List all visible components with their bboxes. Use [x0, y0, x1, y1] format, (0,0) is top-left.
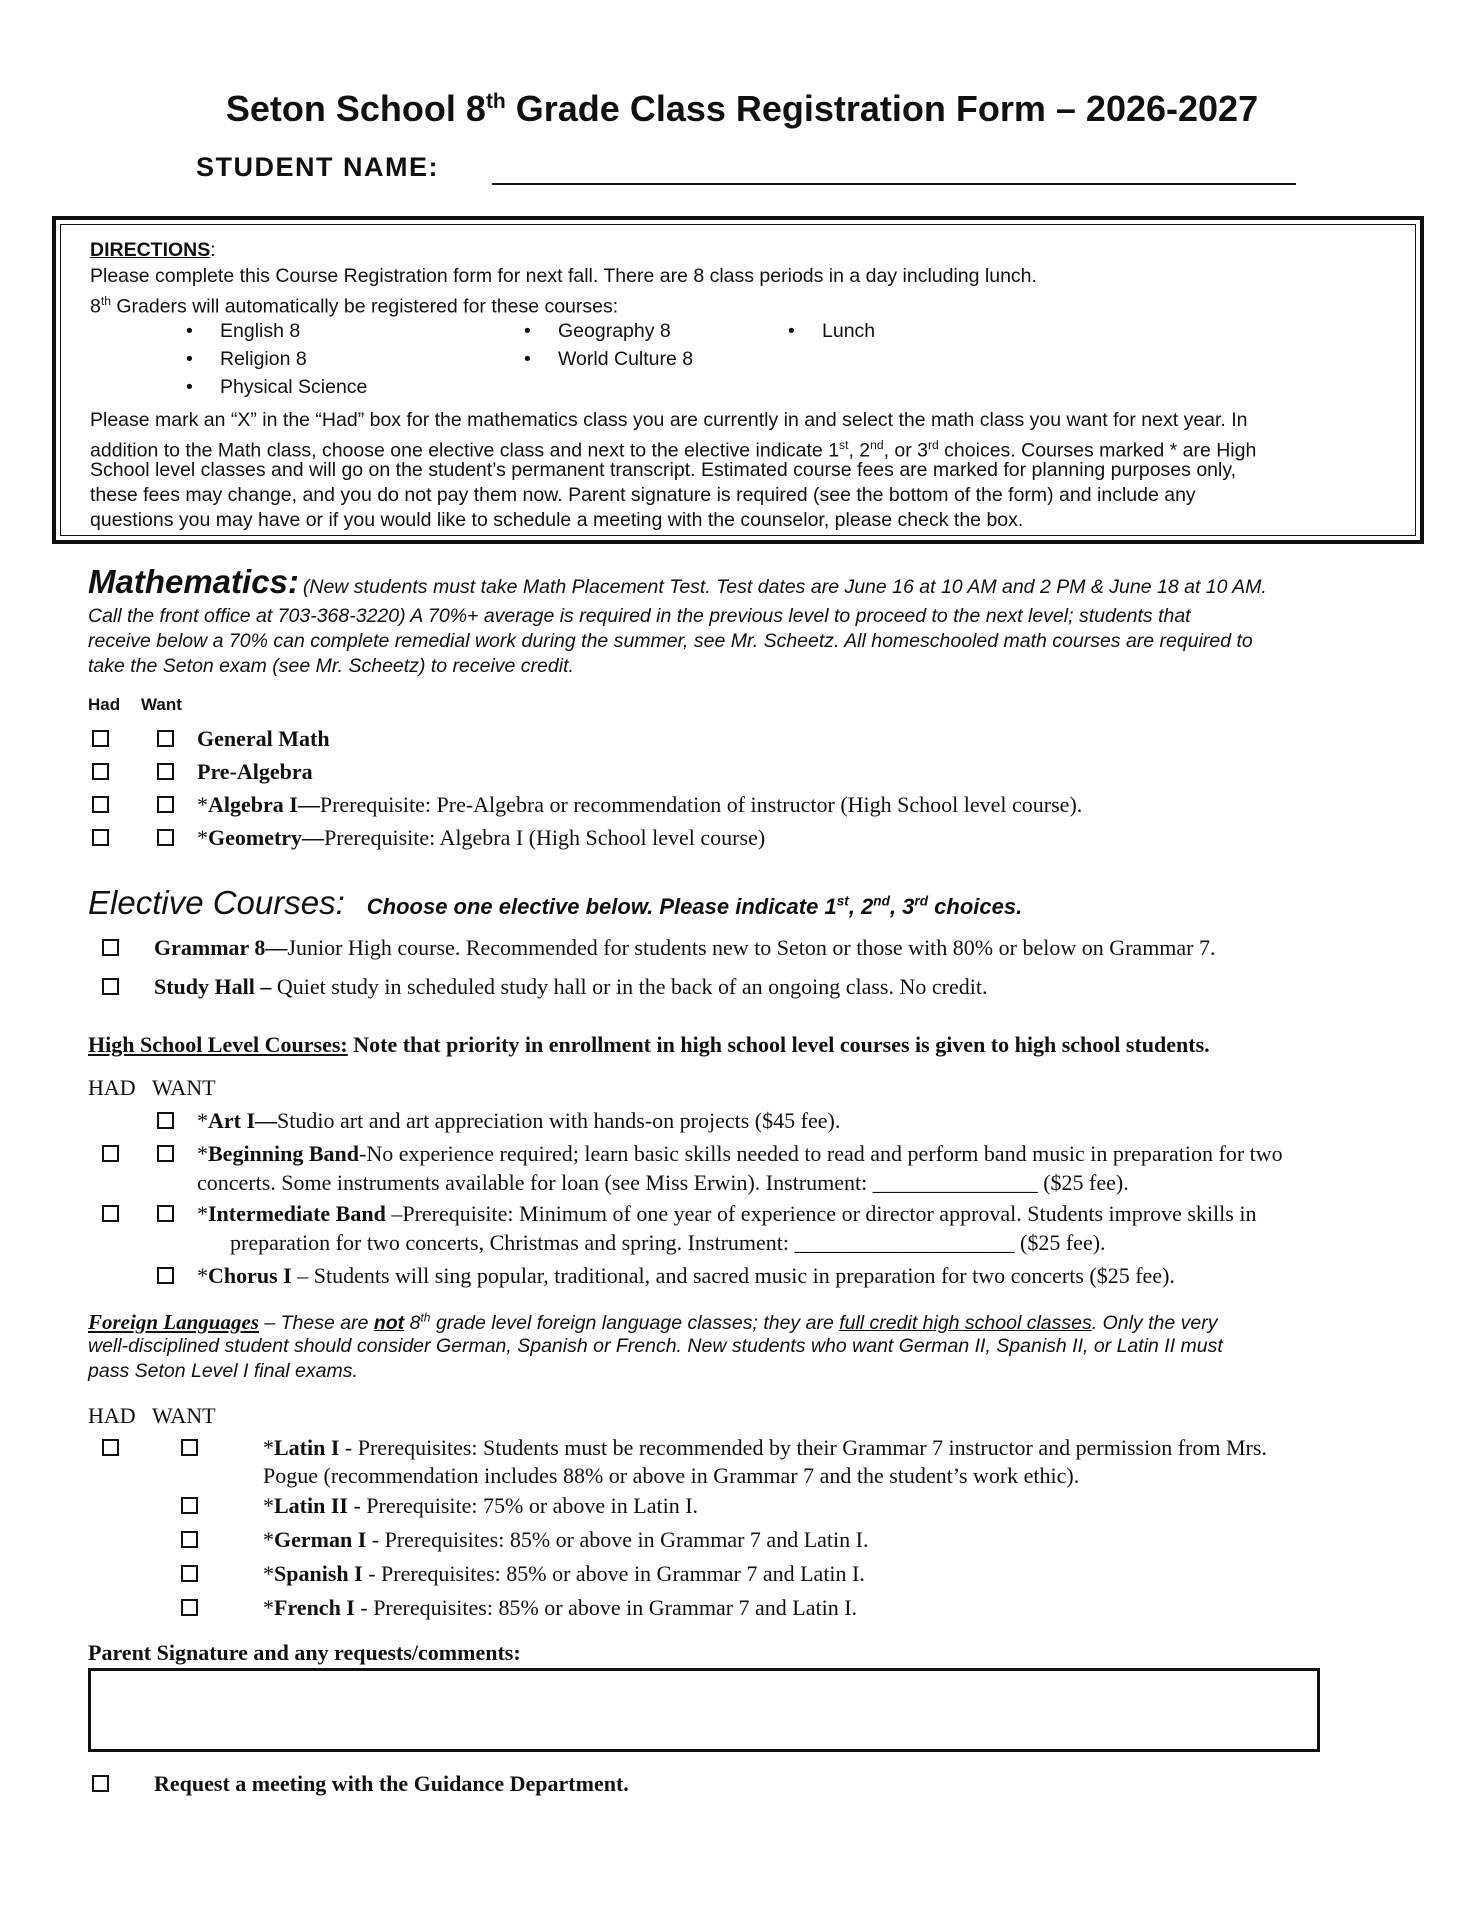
course-study-hall: Study Hall – Quiet study in scheduled study hall or in the back of an ongoing class. No credit.: [154, 974, 988, 999]
want-checkbox[interactable]: [157, 1112, 174, 1129]
had-checkbox[interactable]: [102, 1439, 119, 1456]
auto-course-item: • World Culture 8: [558, 348, 693, 371]
want-checkbox[interactable]: [157, 796, 174, 813]
auto-course-item: • Geography 8: [558, 320, 671, 343]
course-general-math: General Math: [197, 726, 330, 751]
want-checkbox[interactable]: [181, 1531, 198, 1548]
want-checkbox[interactable]: [157, 1267, 174, 1284]
course-german-1: *German I - Prerequisites: 85% or above in Grammar 7 and Latin I.: [263, 1527, 869, 1552]
course-latin-1-cont: Pogue (recommendation includes 88% or above in Grammar 7 and the student’s work ethic).: [263, 1463, 1080, 1488]
course-chorus-1: *Chorus I – Students will sing popular, traditional, and sacred music in preparation for two concerts ($25 fee).: [197, 1263, 1175, 1288]
course-intermediate-band: *Intermediate Band –Prerequisite: Minimum of one year of experience or director approval. Students improve skills in: [197, 1201, 1257, 1226]
course-beginning-band-cont: concerts. Some instruments available for loan (see Miss Erwin). Instrument: _______________ ($25 fee).: [197, 1170, 1129, 1195]
form-title: Seton School 8th Grade Class Registration Form – 2026-2027: [225, 88, 1259, 129]
course-geometry: *Geometry—Prerequisite: Algebra I (High School level course): [197, 825, 766, 850]
elective-checkbox[interactable]: [102, 939, 119, 956]
course-art-1: *Art I—Studio art and art appreciation with hands-on projects ($45 fee).: [197, 1108, 841, 1133]
signature-field[interactable]: [88, 1668, 1320, 1752]
col-want-label: WANT: [152, 1075, 216, 1100]
math-note: take the Seton exam (see Mr. Scheetz) to receive credit.: [88, 655, 574, 677]
directions-line: School level classes and will go on the student’s permanent transcript. Estimated course fees are marked for planning purposes only,: [90, 459, 1237, 481]
fl-note: pass Seton Level I final exams.: [88, 1360, 358, 1382]
directions-heading: DIRECTIONS:: [90, 239, 216, 261]
student-name-field[interactable]: [492, 183, 1296, 185]
meeting-label: Request a meeting with the Guidance Department.: [154, 1771, 629, 1796]
electives-header: Elective Courses: Choose one elective below. Please indicate 1st, 2nd, 3rd choices.: [88, 884, 1023, 921]
want-checkbox[interactable]: [181, 1565, 198, 1582]
meeting-checkbox[interactable]: [92, 1775, 109, 1792]
want-checkbox[interactable]: [157, 1145, 174, 1162]
course-latin-2: *Latin II - Prerequisite: 75% or above in Latin I.: [263, 1493, 699, 1518]
directions-line: 8th Graders will automatically be registered for these courses:: [90, 294, 619, 318]
col-had-label: Had: [88, 695, 121, 714]
course-latin-1: *Latin I - Prerequisites: Students must be recommended by their Grammar 7 instructor and permission from Mrs.: [263, 1435, 1267, 1460]
elective-checkbox[interactable]: [102, 978, 119, 995]
want-checkbox[interactable]: [157, 730, 174, 747]
col-want-label: Want: [141, 695, 182, 714]
hs-header: High School Level Courses: Note that priority in enrollment in high school level courses is given to high school students.: [88, 1032, 1210, 1057]
directions-line: these fees may change, and you do not pay them now. Parent signature is required (see the bottom of the form) and include any: [90, 484, 1196, 506]
student-name-label: STUDENT NAME:: [196, 152, 439, 182]
directions-line: Please mark an “X” in the “Had” box for the mathematics class you are currently in and select the math class you want for next year. In: [90, 409, 1248, 431]
want-checkbox[interactable]: [181, 1439, 198, 1456]
fl-header: Foreign Languages – These are not 8th grade level foreign language classes; they are full credit high school classes. Only the very: [88, 1310, 1218, 1334]
course-pre-algebra: Pre-Algebra: [197, 759, 313, 784]
directions-box: [52, 216, 1424, 544]
course-spanish-1: *Spanish I - Prerequisites: 85% or above in Grammar 7 and Latin I.: [263, 1561, 865, 1586]
col-had-label: HAD: [88, 1403, 136, 1428]
had-checkbox[interactable]: [92, 730, 109, 747]
had-checkbox[interactable]: [92, 829, 109, 846]
math-note: receive below a 70% can complete remedial work during the summer, see Mr. Scheetz. All homeschooled math courses are required to: [88, 630, 1253, 652]
want-checkbox[interactable]: [157, 763, 174, 780]
auto-course-item: • Physical Science: [220, 376, 367, 399]
auto-course-item: • Lunch: [822, 320, 875, 343]
want-checkbox[interactable]: [157, 829, 174, 846]
course-algebra-1: *Algebra I—Prerequisite: Pre-Algebra or recommendation of instructor (High School level course).: [197, 792, 1083, 817]
course-grammar-8: Grammar 8—Junior High course. Recommended for students new to Seton or those with 80% or below on Grammar 7.: [154, 935, 1216, 960]
course-beginning-band: *Beginning Band-No experience required; learn basic skills needed to read and perform band music in preparation for two: [197, 1141, 1283, 1166]
auto-course-item: • English 8: [220, 320, 300, 343]
fl-note: well-disciplined student should consider German, Spanish or French. New students who want German II, Spanish II, or Latin II must: [88, 1335, 1223, 1357]
signature-label: Parent Signature and any requests/comments:: [88, 1640, 521, 1665]
math-note: Call the front office at 703-368-3220) A 70%+ average is required in the previous level to proceed to the next level; students that: [88, 605, 1191, 627]
directions-line: addition to the Math class, choose one elective class and next to the elective indicate 1st, 2nd, or 3rd choices. Courses marked * are High: [90, 438, 1257, 462]
had-checkbox[interactable]: [92, 763, 109, 780]
course-intermediate-band-cont: preparation for two concerts, Christmas and spring. Instrument: ____________________ ($25 fee).: [230, 1230, 1106, 1255]
want-checkbox[interactable]: [157, 1205, 174, 1222]
want-checkbox[interactable]: [181, 1599, 198, 1616]
had-checkbox[interactable]: [92, 796, 109, 813]
col-want-label: WANT: [152, 1403, 216, 1428]
col-had-label: HAD: [88, 1075, 136, 1100]
want-checkbox[interactable]: [181, 1497, 198, 1514]
auto-course-item: • Religion 8: [220, 348, 307, 371]
had-checkbox[interactable]: [102, 1145, 119, 1162]
directions-line: questions you may have or if you would like to schedule a meeting with the counselor, please check the box.: [90, 509, 1024, 531]
directions-line: Please complete this Course Registration form for next fall. There are 8 class periods in a day including lunch.: [90, 265, 1037, 287]
had-checkbox[interactable]: [102, 1205, 119, 1222]
math-header: Mathematics: (New students must take Math Placement Test. Test dates are June 16 at 10 AM and 2 PM & June 18 at 10 AM.: [88, 563, 1267, 600]
course-french-1: *French I - Prerequisites: 85% or above in Grammar 7 and Latin I.: [263, 1595, 858, 1620]
